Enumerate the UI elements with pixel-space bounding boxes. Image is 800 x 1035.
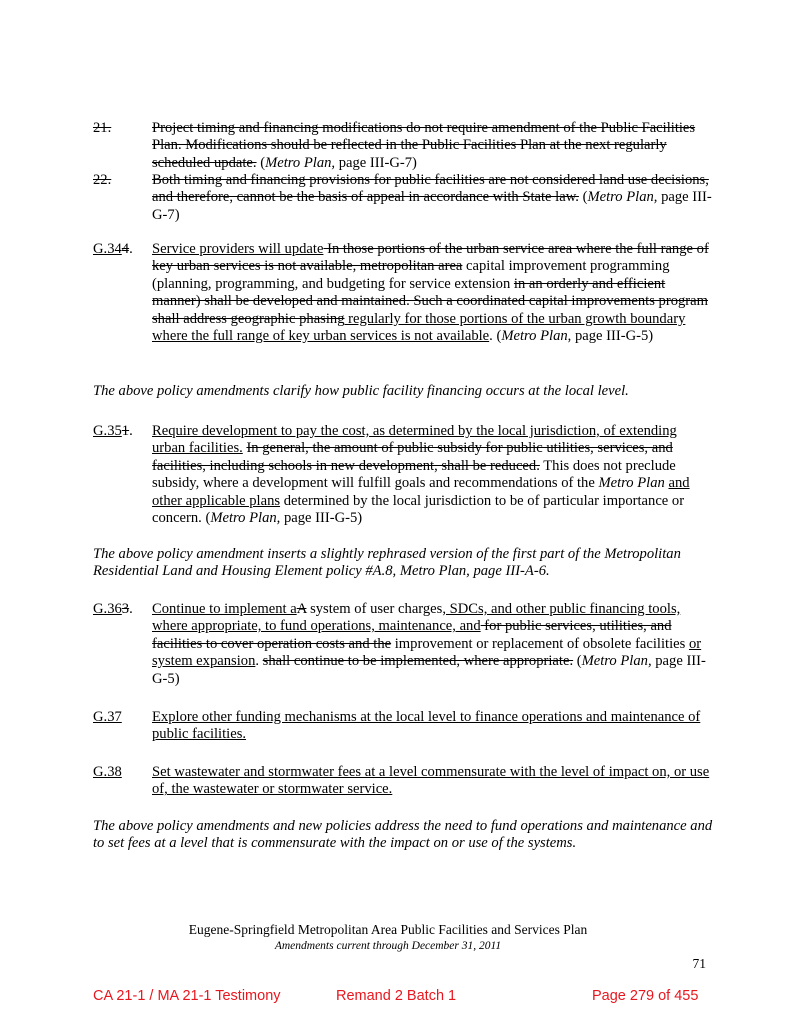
- policy-number: G.37: [93, 709, 122, 725]
- policy-number: G.363.: [93, 601, 133, 617]
- page-ref: page III-G-5): [152, 653, 706, 687]
- footer-title: Eugene-Springfield Metropolitan Area Public Facilities and Services Plan: [188, 922, 588, 937]
- inserted-text: , SDCs, and other public financing tools, where appropriate, to fund operations, maintenance, and: [152, 601, 681, 635]
- policy-number: 22.: [93, 172, 112, 188]
- deleted-text: for public services, utilities, and facilities to cover operation costs and the: [152, 618, 672, 652]
- inserted-text: or system expansion: [152, 635, 702, 670]
- body-text: determined by the local jurisdiction to be of particular importance or concern. (: [152, 492, 685, 527]
- policy-22: 22. Both timing and financing provisions for public facilities are not considered land use decisions, and therefore, cannot be the basis of appeal in accordance with State law. (Metro Plan, page III-G-7): [93, 172, 712, 223]
- citation: Metro Plan,: [581, 653, 652, 670]
- body-text: .: [255, 653, 263, 670]
- amendment-note-2: The above policy amendment inserts a slightly rephrased version of the first part of the Metropolitan Residential Land and Housing Element policy #A.8, Metro Plan, page III-A-6.: [93, 546, 681, 580]
- deleted-text: shall continue to be implemented, where appropriate.: [262, 653, 574, 670]
- citation: Metro Plan,: [210, 510, 281, 527]
- policy-21: 21. Project timing and financing modifications do not require amendment of the Public Facilities Plan. Modifications should be reflected in the Public Facilities Plan at the next regularly scheduled update. (Metro Plan, page III-G-7): [93, 120, 696, 171]
- stamp-case: CA 21-1 / MA 21-1 Testimony: [93, 988, 281, 1004]
- inserted-text: Service providers will update: [152, 241, 324, 257]
- inserted-text: and other applicable plans: [152, 475, 690, 509]
- metro-plan-ref: Metro Plan: [598, 475, 665, 492]
- policy-g34: G.344. Service providers will update In those portions of the urban service area where the full range of key urban services is not available, metropolitan area capital improvement programming (planning, programming, and budgeting for service extension in an orderly and efficient manner) shall be developed and maintained. Such a coordinated capital improvements program shall address geographic phasing regularly for those portions of the urban growth boundary where the full range of key urban services is not available. (Metro Plan, page III-G-5): [93, 241, 709, 345]
- body-text: capital improvement programming (planning, programming, and budgeting for service extension: [152, 258, 670, 292]
- deleted-text: In those portions of the urban service area where the full range of key urban services is not available, metropolitan area: [152, 241, 709, 275]
- deleted-text: A: [296, 601, 307, 617]
- amendment-note-3: The above policy amendments and new policies address the need to fund operations and maintenance and to set fees at a level that is commensurate with the impact on or use of the systems.: [93, 818, 713, 852]
- stamp-batch: Remand 2 Batch 1: [336, 988, 457, 1004]
- policy-g37: [93, 709, 713, 744]
- inserted-text: Set wastewater and stormwater fees at a level commensurate with the level of impact on, or use of, the wastewater or stormwater service.: [152, 764, 710, 798]
- inserted-text: Explore other funding mechanisms at the local level to finance operations and maintenance of public facilities.: [152, 709, 701, 743]
- deleted-text: In general, the amount of public subsidy for public utilities, services, and facilities, including schools in new development, shall be reduced.: [152, 440, 673, 474]
- amendment-note-1: The above policy amendments clarify how public facility financing occurs at the local level.: [93, 383, 629, 399]
- deleted-text: in an orderly and efficient manner) shall be developed and maintained. Such a coordinated capital improvements program shall address geographic phasing: [152, 275, 708, 327]
- citation: Metro Plan,: [265, 154, 336, 171]
- policy-number: 21.: [93, 120, 112, 136]
- citation: Metro Plan: [501, 328, 568, 345]
- stamp-page: Page 279 of 455: [592, 988, 699, 1004]
- page-ref: page III-G-7): [335, 154, 417, 171]
- inserted-text: Require development to pay the cost, as determined by the local jurisdiction, of extending urban facilities.: [152, 423, 677, 457]
- deleted-text: Project timing and financing modifications do not require amendment of the Public Facilities Plan. Modifications should be reflected in the Public Facilities Plan at the next regularly scheduled update.: [152, 120, 696, 171]
- inserted-text: Continue to implement a: [152, 601, 297, 617]
- inserted-text: regularly for those portions of the urban growth boundary where the full range of key urban services is not available: [152, 310, 686, 345]
- page-number: 71: [692, 956, 706, 971]
- deleted-text: Both timing and financing provisions for public facilities are not considered land use decisions, and therefore, cannot be the basis of appeal in accordance with State law.: [152, 172, 709, 206]
- body-text: system of user charges: [306, 601, 443, 617]
- body-text: improvement or replacement of obsolete facilities: [391, 635, 689, 652]
- policy-g36: G.363. Continue to implement aA system of user charges, SDCs, and other public financing tools, where appropriate, to fund operations, maintenance, and for public services, utilities, and facilities to cover operation costs and the improvement or replacement of obsolete facilities or system expansion. shall continue to be implemented, where appropriate. (Metro Plan, page III-G-5): [93, 601, 706, 687]
- footer-subtitle: Amendments current through December 31, 2011: [274, 940, 502, 952]
- policy-number: G.38: [93, 764, 122, 780]
- page-ref: page III-G-5): [280, 510, 363, 527]
- citation: Metro Plan,: [587, 189, 658, 206]
- page-ref: page III-G-7): [152, 189, 712, 223]
- policy-number: G.344.: [93, 241, 133, 257]
- body-text: This does not preclude subsidy, where a development will fulfill goals and recommendations of the: [152, 457, 676, 492]
- policy-g35: [93, 423, 713, 527]
- policy-g38: [93, 764, 713, 799]
- page-ref: , page III-G-5): [567, 328, 654, 345]
- policy-number: G.351.: [93, 423, 133, 439]
